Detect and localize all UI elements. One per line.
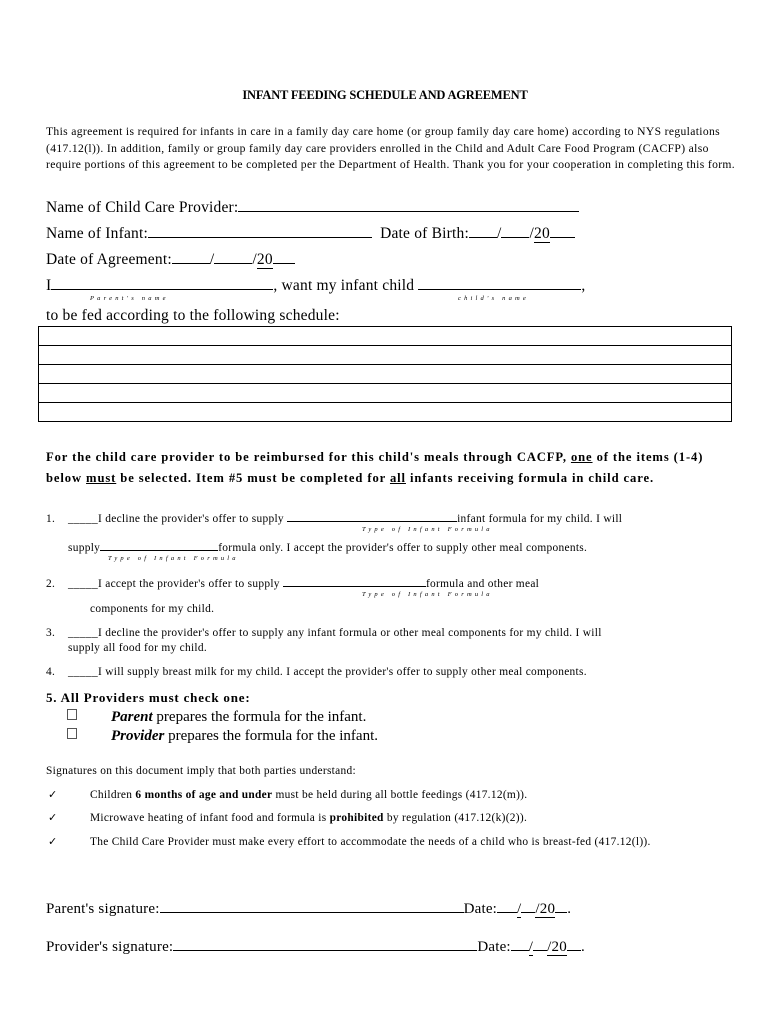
bullet-3-text: The Child Care Provider must make every effort to accommodate the needs of a child who is breast-fed (417.12(l)). [90, 836, 651, 848]
form-title: INFANT FEEDING SCHEDULE AND AGREEMENT [242, 88, 528, 102]
item-2-formula-field[interactable] [283, 575, 426, 587]
provider-date-slash: / [528, 939, 534, 955]
agreement-year-field[interactable] [273, 249, 295, 264]
consent-comma: , [581, 277, 586, 294]
item-1-supply-label: supply [68, 542, 101, 554]
schedule-row [39, 365, 732, 384]
reimburse-text-c: be selected. Item #5 must be completed for [116, 471, 390, 485]
bullet-1-bold: 6 months of age and under [135, 789, 273, 801]
item-3-text: I decline the provider's offer to supply any infant formula or other meal components for my child. I will [97, 627, 602, 639]
check-icon: ✓ [48, 811, 58, 824]
reimburse-text-d: infants receiving formula in child care. [405, 471, 655, 485]
item-1-line-2 [68, 539, 758, 554]
item-1-text-a: I decline the provider's offer to supply [97, 513, 288, 525]
parent-date-year-field[interactable] [555, 898, 567, 913]
item-2-number: 2. [46, 578, 56, 590]
option-parent[interactable] [67, 709, 366, 726]
bullet-2 [46, 810, 736, 826]
schedule-cell[interactable] [39, 327, 732, 346]
schedule-row [39, 346, 732, 365]
parent-date-period: . [567, 901, 572, 917]
item-1-formula-hint: Type of Infant Formula [362, 526, 493, 533]
provider-date-period: . [580, 939, 585, 955]
child-name-field[interactable] [418, 275, 581, 290]
reimburse-text-a: For the child care provider to be reimbursed for this child's meals through CACFP, [46, 450, 571, 464]
provider-signature-label: Provider's signature: [46, 939, 174, 955]
reimburse-one: one [570, 450, 593, 464]
option-parent-text: prepares the formula for the infant. [152, 709, 367, 725]
check-icon: ✓ [48, 835, 58, 848]
provider-date-year: /20 [547, 939, 567, 955]
item-1-formula-hint-2: Type of Infant Formula [108, 555, 239, 562]
agreement-date-label: Date of Agreement: [46, 251, 172, 268]
schedule-row [39, 403, 732, 422]
dob-year-field[interactable] [550, 223, 575, 238]
i-label: I [46, 277, 52, 294]
option-provider[interactable] [67, 728, 378, 745]
reimburse-all: all [389, 471, 406, 485]
bullet-1-text-a: Children [90, 789, 136, 801]
intro-paragraph: This agreement is required for infants in care in a family day care home (or group family day care home) according to NYS regulations (417.12(l)). In addition, family or group family day care providers enrolled in the Child and Adult Care Food Program (CACFP) also require portions of this agreement to be completed per the Department of Health. Thank you for your cooperation in completing this form. [46, 125, 736, 171]
schedule-table [38, 326, 732, 422]
schedule-cell[interactable] [39, 365, 732, 384]
reimbursement-paragraph [46, 447, 736, 489]
item-1-checkline[interactable]: _____ [68, 513, 98, 525]
item-4-text: I will supply breast milk for my child. I accept the provider's offer to supply other meal components. [97, 666, 587, 678]
infant-name-field[interactable] [148, 223, 372, 238]
parent-date-day[interactable] [521, 898, 535, 913]
provider-checkbox[interactable] [67, 728, 77, 739]
parent-date-month[interactable] [497, 898, 517, 913]
agreement-slash-1: / [209, 251, 215, 268]
parent-date-label: Date: [463, 901, 498, 917]
check-icon: ✓ [48, 788, 58, 801]
item-4-checkline[interactable]: _____ [68, 666, 98, 678]
option-parent-bold: Parent [111, 709, 153, 725]
infant-name-row [46, 223, 575, 243]
item-2-line-2: components for my child. [90, 603, 215, 615]
parent-signature-label: Parent's signature: [46, 901, 160, 917]
provider-date-year-field[interactable] [567, 936, 581, 951]
bullet-1 [46, 787, 736, 803]
schedule-row [39, 384, 732, 403]
dob-month-field[interactable] [469, 223, 497, 238]
item-2 [46, 575, 736, 590]
parent-name-field[interactable] [51, 275, 273, 290]
provider-name-field[interactable] [238, 197, 579, 212]
schedule-label: to be fed according to the following schedule: [46, 307, 340, 324]
parent-date-slash: / [517, 901, 522, 917]
provider-date-month[interactable] [511, 936, 529, 951]
parent-date-year: /20 [535, 901, 556, 917]
agreement-slash-2: / [252, 251, 257, 268]
parent-name-hint: Parent's name [90, 295, 169, 302]
child-name-hint: child's name [458, 295, 530, 302]
schedule-cell[interactable] [39, 346, 732, 365]
want-label: , want my infant child [273, 277, 415, 294]
reimburse-text-b: of the items (1-4) below [46, 450, 704, 485]
consent-row [46, 275, 585, 295]
item-3-number: 3. [46, 627, 56, 639]
item-1-text-b: infant formula for my child. I will [457, 513, 623, 525]
provider-name-label: Name of Child Care Provider: [46, 199, 239, 216]
option-provider-text: prepares the formula for the infant. [164, 728, 378, 744]
item-3-checkline[interactable]: _____ [68, 627, 98, 639]
item-2-checkline[interactable]: _____ [68, 578, 98, 590]
item-2-formula-hint: Type of Infant Formula [362, 591, 493, 598]
section-5-heading: 5. All Providers must check one: [46, 690, 251, 705]
dob-day-field[interactable] [501, 223, 529, 238]
item-1-text-c: formula only. I accept the provider's offer to supply other meal components. [218, 542, 588, 554]
item-4 [46, 666, 736, 678]
option-provider-bold: Provider [111, 728, 165, 744]
parent-checkbox[interactable] [67, 709, 77, 720]
dob-slash: / [496, 225, 502, 242]
item-1-supply-field[interactable] [100, 539, 218, 551]
item-3-line-2: supply all food for my child. [68, 642, 208, 654]
bullet-1-text-c: must be held during all bottle feedings (417.12(m)). [272, 789, 528, 801]
provider-date-label: Date: [477, 939, 511, 955]
bullet-2-bold: prohibited [329, 812, 384, 824]
item-2-text-b: formula and other meal [425, 578, 540, 590]
schedule-cell[interactable] [39, 403, 732, 422]
provider-date-day[interactable] [533, 936, 547, 951]
reimburse-must: must [86, 471, 117, 485]
provider-signature-row [46, 936, 585, 956]
bullet-2-text-c: by regulation (417.12(k)(2)). [383, 812, 528, 824]
provider-name-row [46, 197, 579, 217]
parent-signature-field[interactable] [160, 898, 464, 913]
dob-slash-2: / [529, 225, 534, 242]
schedule-row [39, 327, 732, 346]
item-4-number: 4. [46, 666, 56, 678]
item-2-text-a: I accept the provider's offer to supply [97, 578, 283, 590]
agreement-year: 20 [256, 251, 273, 268]
bullet-2-text-a: Microwave heating of infant food and formula is [90, 812, 330, 824]
dob-label: Date of Birth: [380, 225, 469, 242]
signature-intro: Signatures on this document imply that both parties understand: [46, 765, 356, 777]
item-3 [46, 627, 736, 639]
item-1 [46, 510, 736, 525]
agreement-day-field[interactable] [214, 249, 252, 264]
agreement-month-field[interactable] [172, 249, 210, 264]
infant-name-label: Name of Infant: [46, 225, 148, 242]
provider-signature-field[interactable] [173, 936, 477, 951]
item-1-formula-field[interactable] [287, 510, 457, 522]
dob-year: 20 [534, 225, 550, 242]
parent-signature-row [46, 898, 571, 918]
bullet-3 [46, 834, 736, 850]
schedule-cell[interactable] [39, 384, 732, 403]
agreement-date-row [46, 249, 295, 269]
item-1-number: 1. [46, 513, 56, 525]
